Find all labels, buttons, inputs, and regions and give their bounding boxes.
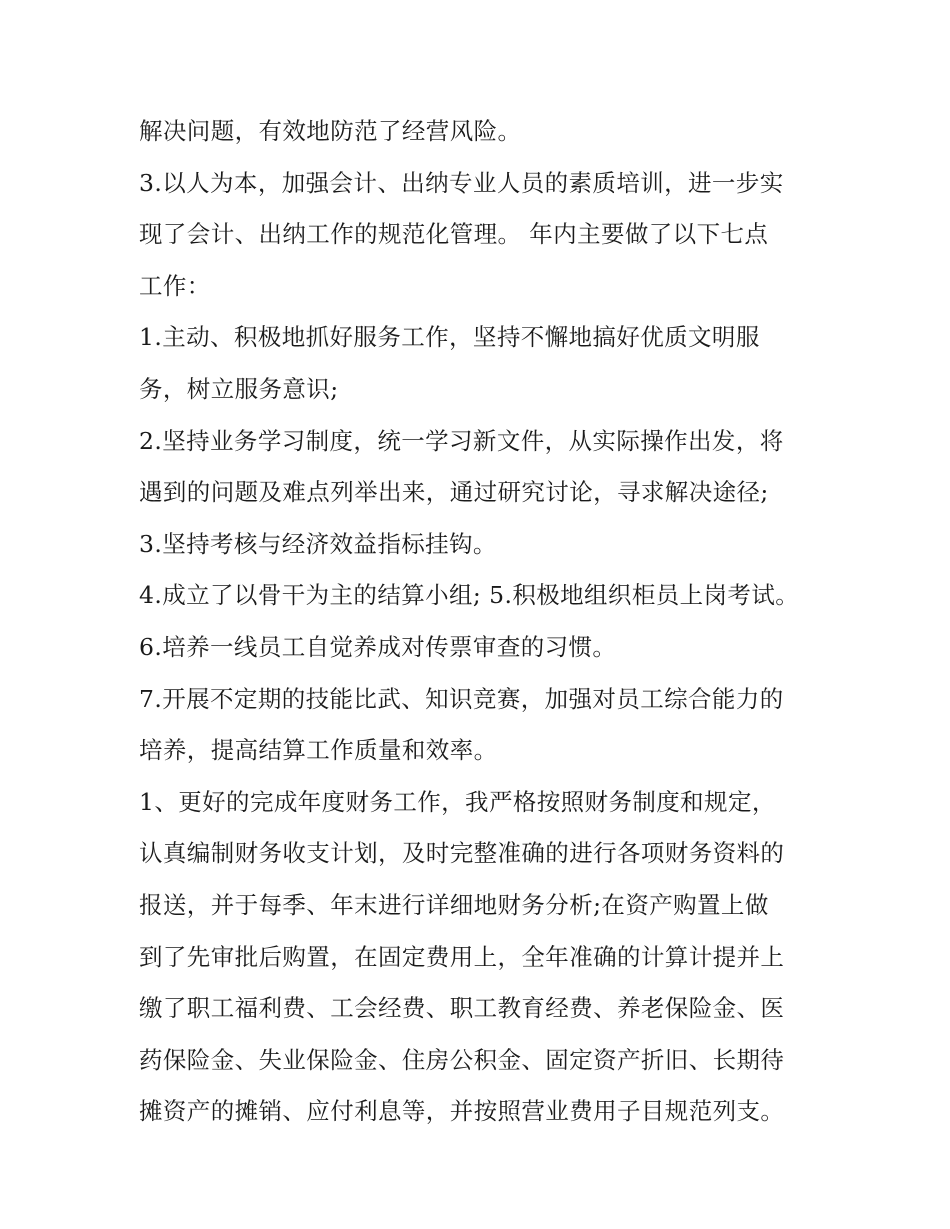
text-line: 解决问题，有效地防范了经营风险。 <box>139 117 522 145</box>
text-line: 培养，提高结算工作质量和效率。 <box>139 736 498 765</box>
text-line: 6.培养一线员工自觉养成对传票审查的习惯。 <box>139 632 617 661</box>
text-line: 到了先审批后购置，在固定费用上，全年准确的计算计提并上 <box>139 942 785 971</box>
text-line: 工作： <box>139 271 211 300</box>
text-line: 3.以人为本，加强会计、出纳专业人员的素质培训，进一步实 <box>139 168 784 197</box>
text-line: 7.开展不定期的技能比武、知识竞赛，加强对员工综合能力的 <box>139 684 784 713</box>
text-line: 务，树立服务意识; <box>139 374 339 403</box>
text-line: 认真编制财务收支计划，及时完整准确的进行各项财务资料的 <box>139 839 785 868</box>
text-line: 3.坚持考核与经济效益指标挂钩。 <box>139 529 497 558</box>
text-line: 遇到的问题及难点列举出来，通过研究讨论，寻求解决途径; <box>139 478 769 507</box>
text-line: 摊资产的摊销、应付利息等，并按照营业费用子目规范列支。 <box>139 1097 785 1126</box>
text-line: 4.成立了以骨干为主的结算小组; 5.积极地组织柜员上岗考试。 <box>139 581 800 610</box>
text-line: 1.主动、积极地抓好服务工作，坚持不懈地搞好优质文明服 <box>139 323 760 352</box>
text-line: 1、更好的完成年度财务工作，我严格按照财务制度和规定， <box>139 787 776 816</box>
text-line: 报送，并于每季、年末进行详细地财务分析;在资产购置上做 <box>139 890 769 919</box>
text-line: 2.坚持业务学习制度，统一学习新文件，从实际操作出发，将 <box>139 426 784 455</box>
text-line: 药保险金、失业保险金、住房公积金、固定资产折旧、长期待 <box>139 1045 785 1074</box>
text-line: 现了会计、出纳工作的规范化管理。 年内主要做了以下七点 <box>139 220 769 249</box>
text-line: 缴了职工福利费、工会经费、职工教育经费、养老保险金、医 <box>139 994 785 1023</box>
document-body <box>139 106 829 1138</box>
